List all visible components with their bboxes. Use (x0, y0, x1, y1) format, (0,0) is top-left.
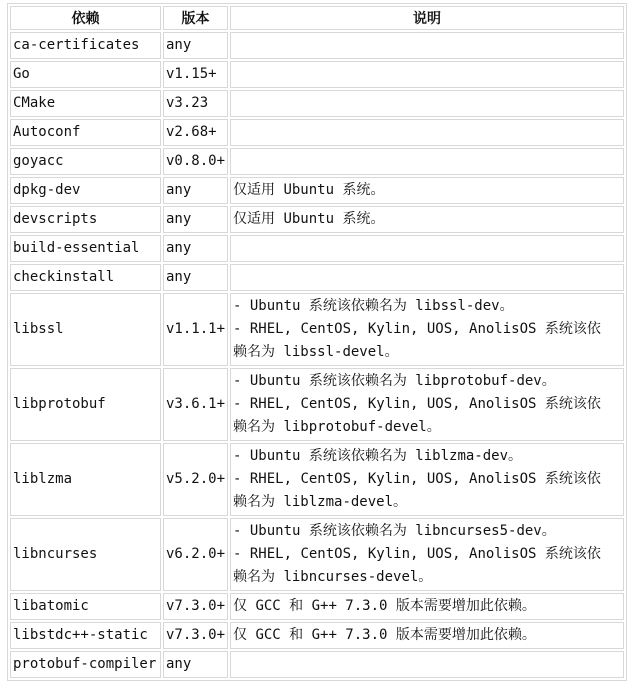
table-row (10, 148, 624, 175)
description-line: 仅 GCC 和 G++ 7.3.0 版本需要增加此依赖。 (233, 598, 536, 614)
description-cell (230, 177, 624, 204)
description-cell (230, 32, 624, 59)
dependency-name-cell: libstdc++-static (10, 622, 161, 649)
dependency-name-cell: checkinstall (10, 264, 161, 291)
description-line: - RHEL, CentOS, Kylin, UOS, AnolisOS 系统该依 (233, 396, 601, 412)
dependency-name-cell: libssl (10, 293, 161, 366)
dependency-name-cell: libprotobuf (10, 368, 161, 441)
version-cell: any (163, 177, 228, 204)
description-line: 赖名为 libncurses-devel。 (233, 569, 433, 585)
description-line: - Ubuntu 系统该依赖名为 libncurses5-dev。 (233, 523, 556, 539)
dependency-name-cell: build-essential (10, 235, 161, 262)
version-cell: any (163, 206, 228, 233)
version-cell: v3.6.1+ (163, 368, 228, 441)
dependency-name-cell: Go (10, 61, 161, 88)
version-cell: any (163, 264, 228, 291)
table-row (10, 90, 624, 117)
description-cell (230, 518, 624, 591)
description-cell (230, 622, 624, 649)
table-header (10, 6, 624, 30)
dependency-name-cell: devscripts (10, 206, 161, 233)
version-cell: v7.3.0+ (163, 622, 228, 649)
dependency-name-cell: ca-certificates (10, 32, 161, 59)
header-dependency: 依赖 (10, 6, 161, 30)
dependency-name-cell: CMake (10, 90, 161, 117)
header-version: 版本 (163, 6, 228, 30)
description-cell (230, 148, 624, 175)
table-row (10, 368, 624, 441)
description-line: - Ubuntu 系统该依赖名为 libprotobuf-dev。 (233, 373, 556, 389)
table-row (10, 206, 624, 233)
description-line: - Ubuntu 系统该依赖名为 libssl-dev。 (233, 298, 514, 314)
dependency-name-cell: protobuf-compiler (10, 651, 161, 678)
table-row (10, 235, 624, 262)
description-cell (230, 235, 624, 262)
version-cell: any (163, 651, 228, 678)
table-row (10, 32, 624, 59)
table-row (10, 443, 624, 516)
description-cell (230, 651, 624, 678)
description-cell (230, 119, 624, 146)
table-row (10, 651, 624, 678)
description-line: - RHEL, CentOS, Kylin, UOS, AnolisOS 系统该依 (233, 321, 601, 337)
description-line: - RHEL, CentOS, Kylin, UOS, AnolisOS 系统该依 (233, 546, 601, 562)
version-cell: v1.1.1+ (163, 293, 228, 366)
description-cell (230, 443, 624, 516)
version-cell: v1.15+ (163, 61, 228, 88)
description-line: - Ubuntu 系统该依赖名为 liblzma-dev。 (233, 448, 523, 464)
description-cell (230, 61, 624, 88)
description-line: 仅适用 Ubuntu 系统。 (233, 182, 385, 198)
dependency-table (7, 3, 627, 681)
description-line: 仅 GCC 和 G++ 7.3.0 版本需要增加此依赖。 (233, 627, 536, 643)
description-line: 赖名为 liblzma-devel。 (233, 494, 408, 510)
description-line: 赖名为 libssl-devel。 (233, 344, 399, 360)
header-description: 说明 (230, 6, 624, 30)
description-cell (230, 90, 624, 117)
description-cell (230, 264, 624, 291)
table-row (10, 518, 624, 591)
table-row (10, 177, 624, 204)
description-cell (230, 593, 624, 620)
version-cell: v6.2.0+ (163, 518, 228, 591)
description-cell (230, 293, 624, 366)
version-cell: v0.8.0+ (163, 148, 228, 175)
description-line: 仅适用 Ubuntu 系统。 (233, 211, 385, 227)
version-cell: v3.23 (163, 90, 228, 117)
description-line: - RHEL, CentOS, Kylin, UOS, AnolisOS 系统该依 (233, 471, 601, 487)
version-cell: any (163, 32, 228, 59)
description-cell (230, 368, 624, 441)
version-cell: v7.3.0+ (163, 593, 228, 620)
table-row (10, 622, 624, 649)
header-row (10, 6, 624, 30)
table-row (10, 61, 624, 88)
table-row (10, 119, 624, 146)
table-row (10, 293, 624, 366)
version-cell: v2.68+ (163, 119, 228, 146)
dependency-name-cell: liblzma (10, 443, 161, 516)
dependency-name-cell: libncurses (10, 518, 161, 591)
dependency-name-cell: goyacc (10, 148, 161, 175)
description-cell (230, 206, 624, 233)
table-row (10, 264, 624, 291)
dependency-name-cell: Autoconf (10, 119, 161, 146)
dependency-name-cell: dpkg-dev (10, 177, 161, 204)
dependency-name-cell: libatomic (10, 593, 161, 620)
version-cell: v5.2.0+ (163, 443, 228, 516)
description-line: 赖名为 libprotobuf-devel。 (233, 419, 441, 435)
table-row (10, 593, 624, 620)
version-cell: any (163, 235, 228, 262)
table-body (10, 32, 624, 678)
